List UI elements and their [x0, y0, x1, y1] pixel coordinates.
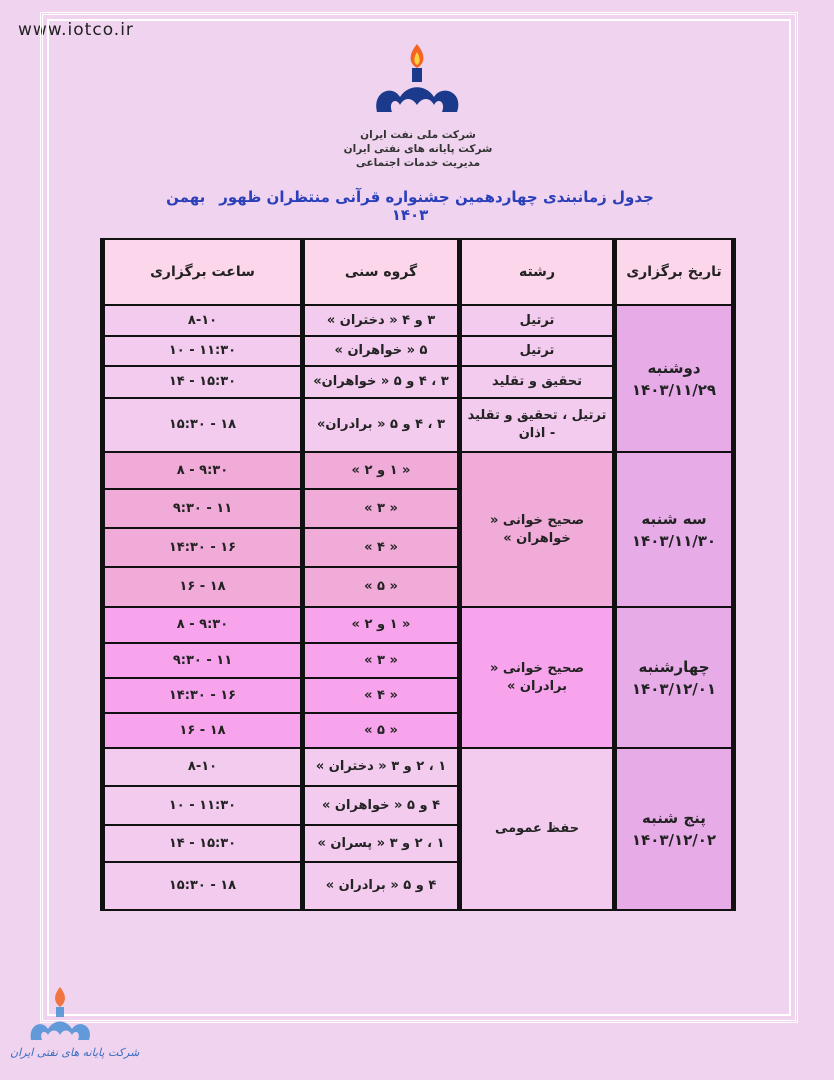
time-cell: ۹:۳۰ - ۱۱ — [105, 644, 300, 677]
company-header — [300, 128, 536, 170]
title-text: جدول زمانبندی چهاردهمین جشنواره قرآنی منتظران ظهور — [219, 188, 654, 206]
watermark: www.iotco.ir — [18, 20, 134, 40]
day-name: دوشنبه — [647, 358, 701, 377]
time-cell: ۱۴ - ۱۵:۳۰ — [105, 826, 300, 861]
date-cell — [617, 749, 731, 909]
day-name: پنج شنبه — [642, 809, 706, 827]
time-cell: ۱۴:۳۰ - ۱۶ — [105, 529, 300, 566]
time-cell: ۱۰ - ۱۱:۳۰ — [105, 787, 300, 824]
time-cell: ۱۰ - ۱۱:۳۰ — [105, 337, 300, 365]
header-date: تاریخ برگزاری — [617, 240, 731, 304]
field-cell: ترتیل — [462, 306, 612, 335]
department-name: مدیریت خدمات اجتماعی — [355, 157, 481, 169]
age-cell: « ۵ » — [305, 714, 457, 747]
table-row — [105, 608, 731, 642]
time-cell: ۸-۱۰ — [105, 306, 300, 335]
header-time: ساعت برگزاری — [105, 240, 300, 304]
header-age: گروه سنی — [305, 240, 457, 304]
time-cell: ۸ - ۹:۳۰ — [105, 453, 300, 488]
company-logo-icon — [372, 42, 462, 122]
age-cell: ۵ « خواهران » — [305, 337, 457, 365]
age-cell: « ۳ » — [305, 490, 457, 527]
time-cell: ۱۵:۳۰ - ۱۸ — [105, 399, 300, 451]
time-cell: ۱۶ - ۱۸ — [105, 714, 300, 747]
date-cell — [617, 608, 731, 747]
time-cell: ۹:۳۰ - ۱۱ — [105, 490, 300, 527]
day-date: ۱۴۰۳/۱۱/۲۹ — [631, 380, 717, 399]
time-cell: ۱۵:۳۰ - ۱۸ — [105, 863, 300, 909]
day-name: سه شنبه — [641, 509, 707, 528]
time-cell: ۱۴ - ۱۵:۳۰ — [105, 367, 300, 397]
table-row — [105, 749, 731, 785]
time-cell: ۱۶ - ۱۸ — [105, 568, 300, 606]
age-cell: « ۴ » — [305, 679, 457, 712]
date-cell — [617, 453, 731, 606]
day-name: چهارشنبه — [638, 657, 710, 676]
table-row — [105, 453, 731, 488]
age-cell: ۴ و ۵ « خواهران » — [305, 787, 457, 824]
age-cell: ۱ ، ۲ و ۳ « پسران » — [305, 826, 457, 861]
age-cell: « ۴ » — [305, 529, 457, 566]
age-cell: « ۱ و ۲ » — [305, 608, 457, 642]
day-date: ۱۴۰۳/۱۱/۳۰ — [631, 531, 717, 550]
age-cell: « ۳ » — [305, 644, 457, 677]
time-cell: ۸ - ۹:۳۰ — [105, 608, 300, 642]
page-title — [150, 188, 670, 224]
schedule-table — [100, 238, 736, 911]
terminals-name: شرکت پایانه های نفتی ایران — [343, 143, 493, 155]
header-field: رشته — [462, 240, 612, 304]
age-cell: « ۱ و ۲ » — [305, 453, 457, 488]
field-cell: حفظ عمومی — [462, 749, 612, 909]
age-cell: ۱ ، ۲ و ۳ « دختران » — [305, 749, 457, 785]
day-date: ۱۴۰۳/۱۲/۰۱ — [631, 679, 717, 698]
age-cell: ۳ ، ۴ و ۵ « خواهران» — [305, 367, 457, 397]
title-date: بهمن ۱۴۰۳ — [166, 188, 429, 224]
field-cell: ترتیل — [462, 337, 612, 365]
time-cell: ۱۴:۳۰ - ۱۶ — [105, 679, 300, 712]
time-cell: ۸-۱۰ — [105, 749, 300, 785]
day-date: ۱۴۰۳/۱۲/۰۲ — [631, 831, 717, 849]
table-row — [105, 306, 731, 335]
field-cell: صحیح خوانی « برادران » — [462, 608, 612, 747]
age-cell: ۳ ، ۴ و ۵ « برادران» — [305, 399, 457, 451]
company-name: شرکت ملی نفت ایران — [360, 129, 476, 141]
age-cell: ۳ و ۴ « دختران » — [305, 306, 457, 335]
age-cell: « ۵ » — [305, 568, 457, 606]
date-cell — [617, 306, 731, 451]
age-cell: ۴ و ۵ « برادران » — [305, 863, 457, 909]
field-cell: ترتیل ، تحقیق و تقلید - اذان — [462, 399, 612, 451]
field-cell: تحقیق و تقلید — [462, 367, 612, 397]
footer-logo-text: شرکت پایانه های نفتی ایران — [10, 1046, 140, 1059]
field-cell: صحیح خوانی « خواهران » — [462, 453, 612, 606]
